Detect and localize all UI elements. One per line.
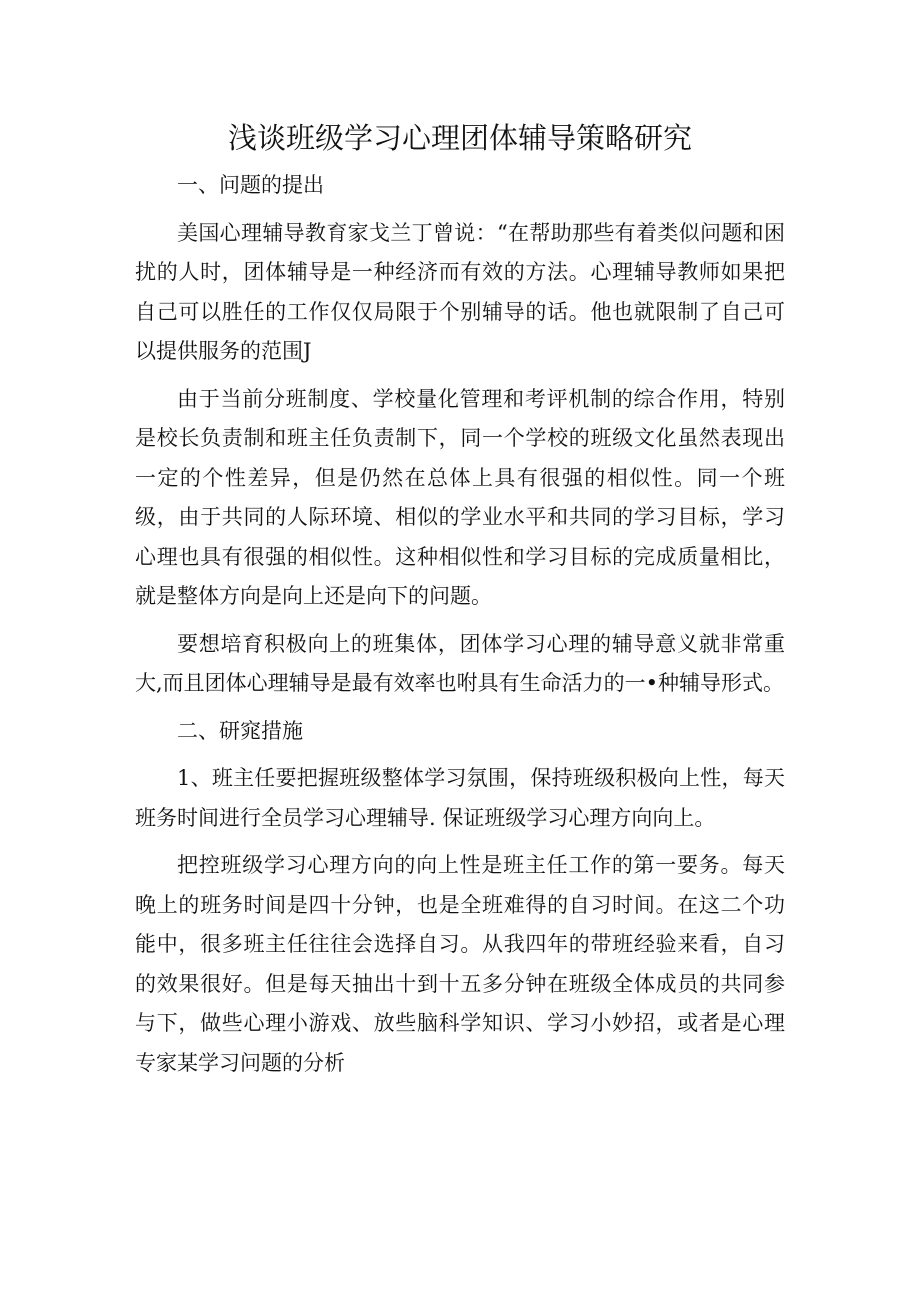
paragraph-4: 1、班主任要把握班级整体学习氛围，保持班级积极向上性，每天班务时间进行全员学习心理辅导. 保证班级学习心理方向向上。	[135, 766, 785, 830]
paragraph-3: 要想培育积极向上的班集体，团体学习心理的辅导意义就非常重大,而且团体心理辅导是最有效率也咐具有生命活力的一•种辅导形式。	[135, 631, 785, 695]
document-title: 浅谈班级学习心理团体辅导策略研究	[227, 121, 692, 155]
paragraph-2: 由于当前分班制度、学校量化管理和考评机制的综合作用，特别是校长负责制和班主任负责制下，同一个学校的班级文化虽然表现出一定的个性差异，但是仍然在总体上具有很强的相似性。同一个班级，由于共同的人际环境、相似的学业水平和共同的学习目标，学习心理也具有很强的相似性。这种相似性和学习目标的完成质量相比，就是整体方向是向上还是向下的问题。	[135, 386, 785, 608]
document-body	[135, 166, 785, 1091]
section-heading-1: 一、问题的提出	[177, 173, 324, 197]
paragraph-1: 美国心理辅导教育家戈兰丁曾说：“在帮助那些有着类似问题和困扰的人时，团体辅导是一种经济而有效的方法。心理辅导教师如果把自己可以胜任的工作仅仅局限于个别辅导的话。他也就限制了自己可以提供服务的范围J	[135, 220, 785, 363]
paragraph-5: 把控班级学习心理方向的向上性是班主任工作的第一要务。每天晚上的班务时间是四十分钟，也是全班难得的自习时间。在这二个功能中，很多班主任往往会选择自习。从我四年的带班经验来看，自习的效果很好。但是每天抽出十到十五多分钟在班级全体成员的共同参与下，做些心理小游戏、放些脑科学知识、学习小妙招，或者是心理专家某学习问题的分析	[135, 853, 785, 1075]
section-heading-2: 二、研窕措施	[177, 718, 303, 743]
